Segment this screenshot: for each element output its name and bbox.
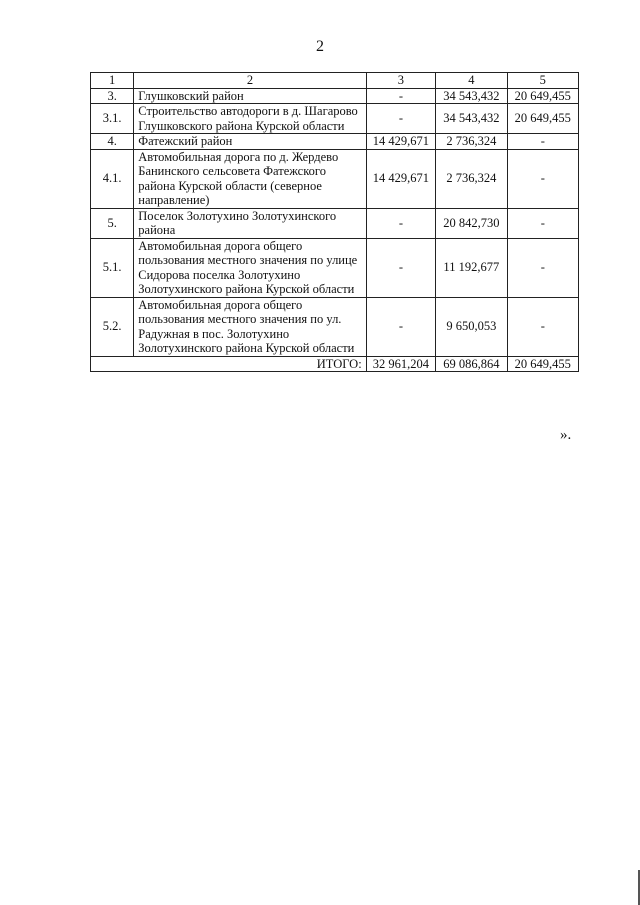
table-row xyxy=(91,134,579,150)
row-value-5: - xyxy=(507,208,578,238)
row-value-5: 20 649,455 xyxy=(507,104,578,134)
row-name: Глушковский район xyxy=(134,88,366,104)
table-total-row xyxy=(91,356,579,372)
row-value-4: 20 842,730 xyxy=(436,208,507,238)
row-value-3: - xyxy=(366,297,435,356)
row-value-5: - xyxy=(507,134,578,150)
row-number: 3.1. xyxy=(91,104,134,134)
closing-quote-mark: ». xyxy=(560,427,572,443)
row-number: 4.1. xyxy=(91,149,134,208)
row-name: Фатежский район xyxy=(134,134,366,150)
row-value-5: - xyxy=(507,149,578,208)
table-row xyxy=(91,238,579,297)
row-name: Автомобильная дорога общего пользования местного значения по улице Сидорова поселка Золотухино Золотухинского района Курской области xyxy=(134,238,366,297)
header-cell-4: 4 xyxy=(436,73,507,89)
row-number: 5.1. xyxy=(91,238,134,297)
total-value-4: 69 086,864 xyxy=(436,356,507,372)
row-value-4: 9 650,053 xyxy=(436,297,507,356)
header-cell-1: 1 xyxy=(91,73,134,89)
row-value-4: 11 192,677 xyxy=(436,238,507,297)
row-value-3: - xyxy=(366,238,435,297)
row-value-3: 14 429,671 xyxy=(366,134,435,150)
header-cell-5: 5 xyxy=(507,73,578,89)
page-number: 2 xyxy=(316,38,324,55)
table-header-row xyxy=(91,73,579,89)
row-value-4: 2 736,324 xyxy=(436,149,507,208)
row-value-3: - xyxy=(366,104,435,134)
row-value-3: - xyxy=(366,88,435,104)
row-value-4: 34 543,432 xyxy=(436,104,507,134)
row-number: 4. xyxy=(91,134,134,150)
row-name: Поселок Золотухино Золотухинского района xyxy=(134,208,366,238)
row-name: Автомобильная дорога общего пользования местного значения по ул. Радужная в пос. Золотухино Золотухинского района Курской области xyxy=(134,297,366,356)
data-table xyxy=(90,72,579,372)
total-value-3: 32 961,204 xyxy=(366,356,435,372)
row-value-5: - xyxy=(507,238,578,297)
row-name: Автомобильная дорога по д. Жердево Банинского сельсовета Фатежского района Курской области (северное направление) xyxy=(134,149,366,208)
total-value-5: 20 649,455 xyxy=(507,356,578,372)
row-value-5: 20 649,455 xyxy=(507,88,578,104)
header-cell-3: 3 xyxy=(366,73,435,89)
table-row xyxy=(91,104,579,134)
row-number: 3. xyxy=(91,88,134,104)
row-value-4: 34 543,432 xyxy=(436,88,507,104)
row-value-3: 14 429,671 xyxy=(366,149,435,208)
row-name: Строительство автодороги в д. Шагарово Глушковского района Курской области xyxy=(134,104,366,134)
row-value-4: 2 736,324 xyxy=(436,134,507,150)
row-number: 5. xyxy=(91,208,134,238)
table-row xyxy=(91,149,579,208)
row-number: 5.2. xyxy=(91,297,134,356)
table-row xyxy=(91,208,579,238)
table-row xyxy=(91,88,579,104)
header-cell-2: 2 xyxy=(134,73,366,89)
row-value-5: - xyxy=(507,297,578,356)
row-value-3: - xyxy=(366,208,435,238)
total-label: ИТОГО: xyxy=(91,356,367,372)
table-row xyxy=(91,297,579,356)
